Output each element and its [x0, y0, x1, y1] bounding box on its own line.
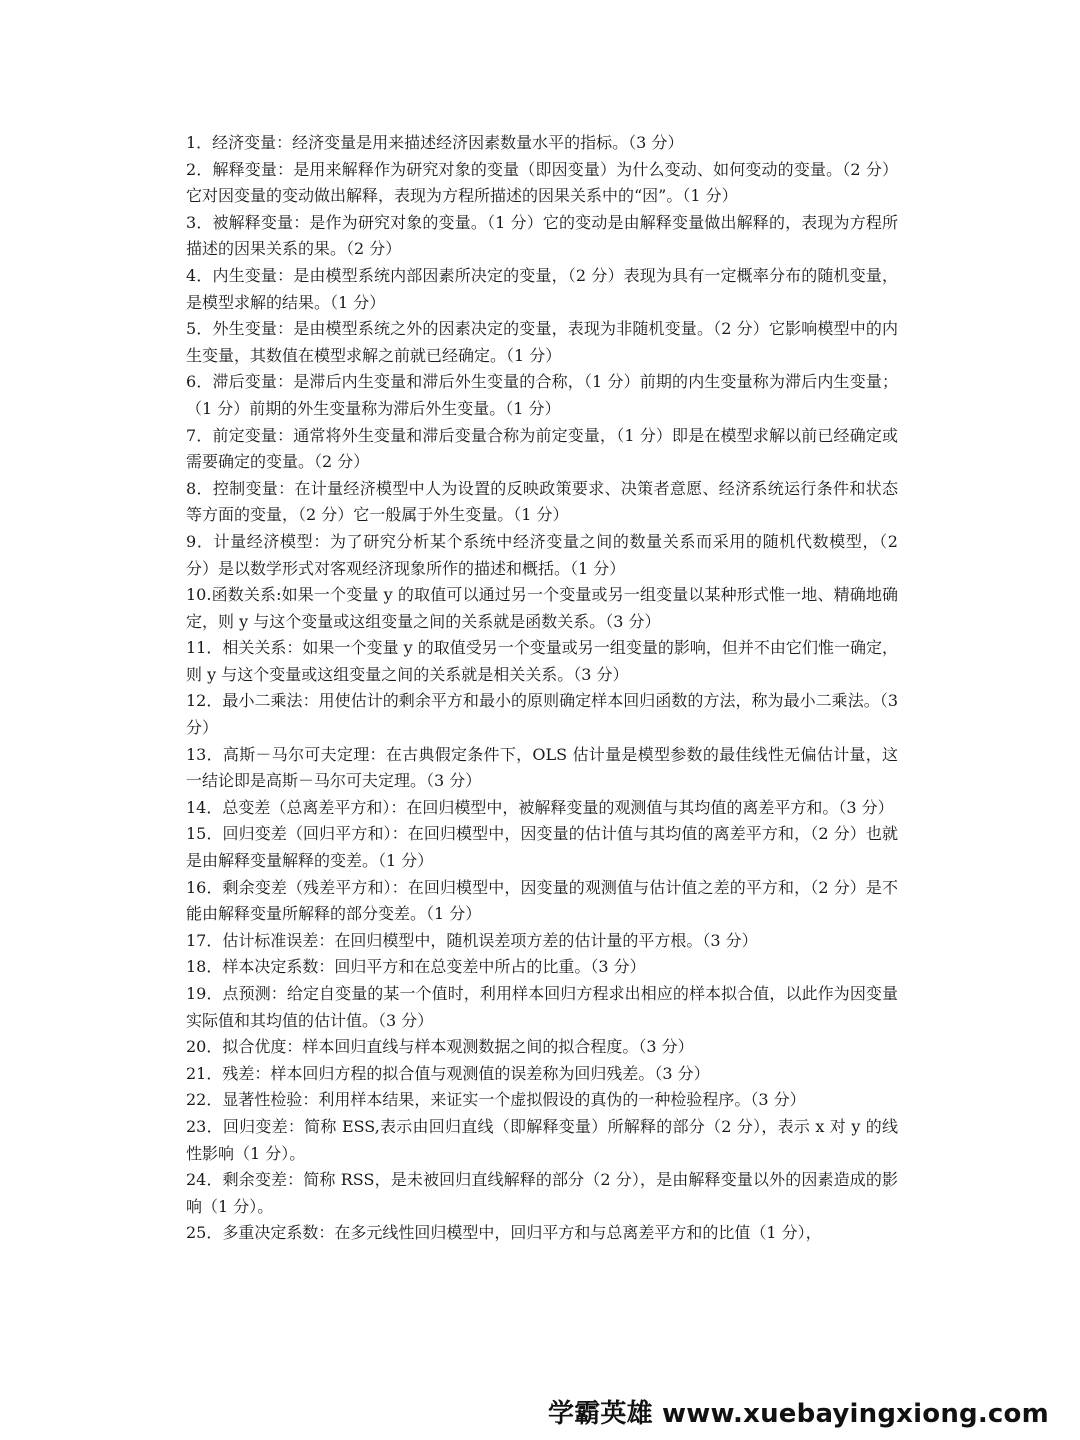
- definition-entry-3: 3．被解释变量：是作为研究对象的变量。（1 分）它的变动是由解释变量做出解释的，表现为方程所描述的因果关系的果。（2 分）: [186, 212, 898, 259]
- definition-entry-12: 12．最小二乘法：用使估计的剩余平方和最小的原则确定样本回归函数的方法，称为最小二乘法。（3 分）: [186, 691, 898, 738]
- definition-entry-24: 24．剩余变差：简称 RSS，是未被回归直线解释的部分（2 分），是由解释变量以外的因素造成的影响（1 分）。: [186, 1170, 898, 1216]
- definition-entry-8: 8．控制变量：在计量经济模型中人为设置的反映政策要求、决策者意愿、经济系统运行条件和状态等方面的变量，（2 分）它一般属于外生变量。（1 分）: [186, 478, 898, 525]
- definition-entry-16: 16．剩余变差（残差平方和）：在回归模型中，因变量的观测值与估计值之差的平方和，（2 分）是不能由解释变量所解释的部分变差。（1 分）: [186, 877, 898, 924]
- definition-entry-11: 11．相关关系：如果一个变量 y 的取值受另一个变量或另一组变量的影响，但并不由它们惟一确定，则 y 与这个变量或这组变量之间的关系就是相关关系。（3 分）: [186, 638, 898, 684]
- site-watermark: 学霸英雄 www.xuebayingxiong.com: [548, 1398, 1049, 1429]
- definition-entry-22: 22．显著性检验：利用样本结果，来证实一个虚拟假设的真伪的一种检验程序。（3 分）: [186, 1090, 806, 1110]
- definition-entry-4: 4．内生变量：是由模型系统内部因素所决定的变量，（2 分）表现为具有一定概率分布的随机变量，是模型求解的结果。（1 分）: [186, 265, 898, 312]
- definition-entry-10: 10.函数关系:如果一个变量 y 的取值可以通过另一个变量或另一组变量以某种形式惟一地、精确地确定，则 y 与这个变量或这组变量之间的关系就是函数关系。（3 分）: [186, 585, 898, 631]
- document-body: [186, 130, 898, 1247]
- definition-entry-14: 14．总变差（总离差平方和）：在回归模型中，被解释变量的观测值与其均值的离差平方和。（3 分）: [186, 797, 894, 817]
- definition-entry-23: 23．回归变差：简称 ESS,表示由回归直线（即解释变量）所解释的部分（2 分），表示 x 对 y 的线性影响（1 分）。: [186, 1116, 898, 1163]
- definition-entry-9: 9．计量经济模型：为了研究分析某个系统中经济变量之间的数量关系而采用的随机代数模型，（2 分）是以数学形式对客观经济现象所作的描述和概括。（1 分）: [186, 531, 898, 578]
- definition-entry-1: 1．经济变量：经济变量是用来描述经济因素数量水平的指标。（3 分）: [186, 133, 684, 152]
- definition-entry-2: 2．解释变量：是用来解释作为研究对象的变量（即因变量）为什么变动、如何变动的变量。（2 分）它对因变量的变动做出解释，表现为方程所描述的因果关系中的“因”。（1 分）: [186, 159, 898, 206]
- definition-entry-13: 13．高斯－马尔可夫定理：在古典假定条件下，OLS 估计量是模型参数的最佳线性无偏估计量，这一结论即是高斯－马尔可夫定理。（3 分）: [186, 744, 898, 791]
- definition-entry-15: 15．回归变差（回归平方和）：在回归模型中，因变量的估计值与其均值的离差平方和，（2 分）也就是由解释变量解释的变差。（1 分）: [186, 824, 898, 871]
- definition-entry-21: 21．残差：样本回归方程的拟合值与观测值的误差称为回归残差。（3 分）: [186, 1063, 710, 1083]
- definition-entry-17: 17．估计标准误差：在回归模型中，随机误差项方差的估计量的平方根。（3 分）: [186, 930, 758, 950]
- definition-entry-19: 19．点预测：给定自变量的某一个值时，利用样本回归方程求出相应的样本拟合值，以此作为因变量实际值和其均值的估计值。（3 分）: [186, 984, 898, 1030]
- definition-entry-20: 20．拟合优度：样本回归直线与样本观测数据之间的拟合程度。（3 分）: [186, 1037, 694, 1057]
- definition-entry-7: 7．前定变量：通常将外生变量和滞后变量合称为前定变量，（1 分）即是在模型求解以前已经确定或需要确定的变量。（2 分）: [186, 425, 898, 472]
- definition-entry-5: 5．外生变量：是由模型系统之外的因素决定的变量，表现为非随机变量。（2 分）它影响模型中的内生变量，其数值在模型求解之前就已经确定。（1 分）: [186, 319, 898, 365]
- definition-entry-25: 25．多重决定系数：在多元线性回归模型中，回归平方和与总离差平方和的比值（1 分），: [186, 1223, 822, 1243]
- definition-entry-18: 18．样本决定系数：回归平方和在总变差中所占的比重。（3 分）: [186, 957, 646, 977]
- definition-entry-6: 6．滞后变量：是滞后内生变量和滞后外生变量的合称，（1 分）前期的内生变量称为滞后内生变量；（1 分）前期的外生变量称为滞后外生变量。（1 分）: [186, 372, 898, 418]
